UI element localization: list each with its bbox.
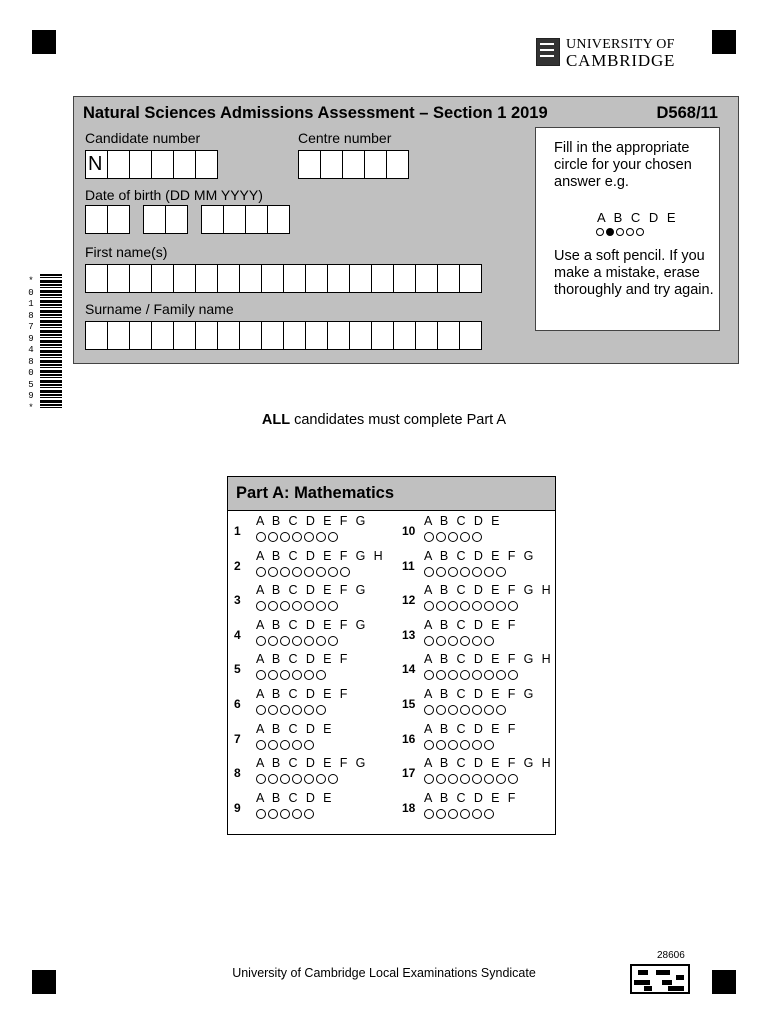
surname-field[interactable] <box>85 321 482 350</box>
answer-circle-c[interactable] <box>280 601 290 611</box>
answer-circle-e[interactable] <box>472 567 482 577</box>
question-14 <box>402 652 562 686</box>
answer-circle-f[interactable] <box>316 532 326 542</box>
question-9 <box>234 791 394 825</box>
barcode-digit: 1 <box>28 299 34 309</box>
answer-circle-c[interactable] <box>280 809 290 819</box>
registration-mark-top-left <box>32 30 56 54</box>
dob-label: Date of birth (DD MM YYYY) <box>85 187 263 203</box>
answer-circle-e[interactable] <box>472 705 482 715</box>
answer-circle-b[interactable] <box>436 705 446 715</box>
question-11 <box>402 549 562 583</box>
question-18 <box>402 791 562 825</box>
answer-circle-d[interactable] <box>292 774 302 784</box>
form-number: 28606 <box>657 950 685 961</box>
answer-circle-e[interactable] <box>472 774 482 784</box>
surname-box[interactable] <box>349 321 372 350</box>
answer-circle-c[interactable] <box>280 636 290 646</box>
answer-circle-g[interactable] <box>328 774 338 784</box>
answer-circle-d[interactable] <box>460 601 470 611</box>
barcode-digit: 7 <box>28 322 34 332</box>
answer-circle-g[interactable] <box>328 601 338 611</box>
answer-circle-a[interactable] <box>424 774 434 784</box>
answer-circle-b[interactable] <box>436 670 446 680</box>
surname-box[interactable] <box>437 321 460 350</box>
registration-mark-top-right <box>712 30 736 54</box>
example-circle-d <box>626 228 634 236</box>
surname-box[interactable] <box>415 321 438 350</box>
answer-circle-f[interactable] <box>484 774 494 784</box>
answer-circle-a[interactable] <box>424 740 434 750</box>
answer-circle-c[interactable] <box>448 774 458 784</box>
answer-circles <box>256 601 338 611</box>
answer-circle-c[interactable] <box>448 636 458 646</box>
answer-circle-d[interactable] <box>292 532 302 542</box>
barcode-digit: 9 <box>28 333 34 344</box>
answer-letters: A B C D E F G H <box>256 548 386 563</box>
dob-box[interactable] <box>85 205 108 234</box>
answer-circles <box>256 532 338 542</box>
answer-circle-d[interactable] <box>292 567 302 577</box>
answer-circle-c[interactable] <box>280 532 290 542</box>
answer-circle-d[interactable] <box>460 774 470 784</box>
answer-circle-g[interactable] <box>496 567 506 577</box>
first-names-box[interactable] <box>349 264 372 293</box>
logo-line-2: CAMBRIDGE <box>566 51 676 70</box>
surname-label: Surname / Family name <box>85 301 234 317</box>
first-names-box[interactable] <box>151 264 174 293</box>
centre-number-field[interactable] <box>298 150 409 179</box>
answer-circle-e[interactable] <box>472 809 482 819</box>
first-names-box[interactable] <box>371 264 394 293</box>
barcode-digit: * <box>28 402 34 413</box>
surname-box[interactable] <box>173 321 196 350</box>
example-letters: A B C D E <box>597 210 679 225</box>
notice-emphasis: ALL <box>261 412 291 428</box>
candidate-number-box[interactable] <box>151 150 174 179</box>
answer-circles <box>424 774 518 784</box>
barcode-digit: 4 <box>28 345 34 355</box>
first-names-box[interactable] <box>107 264 130 293</box>
answer-circle-e[interactable] <box>304 567 314 577</box>
dob-box[interactable] <box>245 205 268 234</box>
candidate-details-panel <box>73 96 739 364</box>
logo-line-1: UNIVERSITY OF <box>566 37 675 52</box>
instructions-box <box>535 127 720 331</box>
question-number: 17 <box>402 766 416 781</box>
candidate-number-box[interactable] <box>195 150 218 179</box>
first-names-box[interactable] <box>195 264 218 293</box>
question-3 <box>234 583 394 617</box>
candidate-number-label: Candidate number <box>85 130 201 146</box>
question-number: 9 <box>234 800 241 815</box>
question-number: 12 <box>402 593 416 608</box>
answer-circle-f[interactable] <box>484 567 494 577</box>
question-15 <box>402 687 562 721</box>
answer-circle-e[interactable] <box>472 636 482 646</box>
answer-circle-g[interactable] <box>328 532 338 542</box>
answer-circle-b[interactable] <box>268 670 278 680</box>
answer-circle-c[interactable] <box>280 670 290 680</box>
answer-circle-e[interactable] <box>304 601 314 611</box>
first-names-box[interactable] <box>283 264 306 293</box>
answer-letters: A B C D E F G <box>424 687 536 701</box>
question-number: 4 <box>234 627 241 642</box>
answer-circle-g[interactable] <box>496 670 506 680</box>
answer-circle-a[interactable] <box>424 532 434 542</box>
answer-circle-f[interactable] <box>484 670 494 680</box>
answer-letters: A B C D E F G H <box>424 652 554 667</box>
first-names-label: First name(s) <box>85 244 168 260</box>
answer-circle-a[interactable] <box>424 809 434 819</box>
centre-number-box[interactable] <box>320 150 343 179</box>
part-a-answer-grid <box>227 476 556 835</box>
answer-circle-d[interactable] <box>460 636 470 646</box>
centre-number-box[interactable] <box>342 150 365 179</box>
part-a-notice <box>0 412 768 428</box>
answer-circle-f[interactable] <box>484 636 494 646</box>
surname-box[interactable] <box>283 321 306 350</box>
answer-circle-c[interactable] <box>448 532 458 542</box>
question-number: 6 <box>234 697 241 711</box>
answer-circle-a[interactable] <box>256 809 266 819</box>
barcode-digit: 0 <box>28 368 34 378</box>
barcode-number <box>26 276 36 414</box>
answer-circle-f[interactable] <box>484 601 494 611</box>
answer-circle-g[interactable] <box>496 601 506 611</box>
pencil-instructions: Use a soft pencil. If you make a mistake, erase thoroughly and try again. <box>554 248 714 298</box>
answer-circle-f[interactable] <box>316 670 326 680</box>
answer-circles <box>424 740 494 750</box>
candidate-number-box[interactable] <box>129 150 152 179</box>
answer-circle-b[interactable] <box>436 636 446 646</box>
question-number: 16 <box>402 731 416 746</box>
first-names-box[interactable] <box>239 264 262 293</box>
answer-circle-c[interactable] <box>280 740 290 750</box>
question-4 <box>234 618 394 652</box>
answer-circle-g[interactable] <box>496 774 506 784</box>
answer-circle-a[interactable] <box>256 774 266 784</box>
crest-icon <box>536 38 560 66</box>
answer-circle-a[interactable] <box>424 670 434 680</box>
first-names-box[interactable] <box>217 264 240 293</box>
answer-circle-a[interactable] <box>424 601 434 611</box>
first-names-box[interactable] <box>261 264 284 293</box>
barcode-digit: 9 <box>28 391 34 401</box>
answer-circles <box>424 532 482 542</box>
answer-circle-b[interactable] <box>268 601 278 611</box>
surname-box[interactable] <box>305 321 328 350</box>
answer-circle-b[interactable] <box>436 601 446 611</box>
scan-code <box>630 964 690 994</box>
answer-circle-a[interactable] <box>256 601 266 611</box>
answer-circle-b[interactable] <box>436 532 446 542</box>
candidate-number-prefix: N <box>85 150 108 179</box>
question-17 <box>402 756 562 790</box>
answer-circle-g[interactable] <box>328 567 338 577</box>
fill-instructions: Fill in the appropriate circle for your chosen answer e.g. <box>554 140 692 190</box>
answer-circle-h[interactable] <box>508 774 518 784</box>
answer-circle-c[interactable] <box>280 705 290 715</box>
surname-box[interactable] <box>85 321 108 350</box>
first-names-box[interactable] <box>85 264 108 293</box>
candidate-number-box[interactable] <box>107 150 130 179</box>
answer-letters: A B C D E F G <box>256 514 368 528</box>
answer-circle-d[interactable] <box>460 809 470 819</box>
question-number: 15 <box>402 697 416 711</box>
answer-circle-d[interactable] <box>460 740 470 750</box>
barcode-digit: 8 <box>28 310 34 321</box>
answer-circles <box>424 636 494 646</box>
part-a-title: Part A: Mathematics <box>228 477 555 511</box>
answer-circle-a[interactable] <box>256 532 266 542</box>
page-title: Natural Sciences Admissions Assessment – Section 1 2019 <box>83 104 548 122</box>
first-names-field[interactable] <box>85 264 482 293</box>
answer-letters: A B C D E F G <box>256 617 368 632</box>
answer-circle-b[interactable] <box>436 809 446 819</box>
surname-box[interactable] <box>371 321 394 350</box>
candidate-number-box[interactable] <box>173 150 196 179</box>
answer-circle-c[interactable] <box>280 567 290 577</box>
question-10 <box>402 514 562 548</box>
surname-box[interactable] <box>239 321 262 350</box>
answer-circle-b[interactable] <box>268 705 278 715</box>
answer-circle-a[interactable] <box>256 740 266 750</box>
question-number: 14 <box>402 662 416 677</box>
answer-letters: A B C D E F G <box>256 583 368 598</box>
answer-circle-b[interactable] <box>268 774 278 784</box>
answer-circle-d[interactable] <box>292 740 302 750</box>
answer-circle-d[interactable] <box>460 567 470 577</box>
notice-text: candidates must complete Part A <box>290 412 507 428</box>
answer-circle-d[interactable] <box>292 670 302 680</box>
answer-letters: A B C D E F G H <box>424 583 554 598</box>
question-number: 10 <box>402 524 416 538</box>
surname-box[interactable] <box>151 321 174 350</box>
answer-circle-e[interactable] <box>304 705 314 715</box>
answer-circle-a[interactable] <box>256 567 266 577</box>
dob-year-field[interactable] <box>201 205 290 234</box>
answer-circle-e[interactable] <box>472 740 482 750</box>
question-2 <box>234 549 394 583</box>
answer-circle-b[interactable] <box>268 740 278 750</box>
answer-circles <box>256 809 314 819</box>
surname-box[interactable] <box>195 321 218 350</box>
answer-circle-e[interactable] <box>304 636 314 646</box>
first-names-box[interactable] <box>129 264 152 293</box>
university-logo <box>528 30 688 80</box>
answer-letters: A B C D E F <box>424 790 518 805</box>
answer-circle-d[interactable] <box>460 532 470 542</box>
surname-box[interactable] <box>459 321 482 350</box>
first-names-box[interactable] <box>305 264 328 293</box>
example-circle-c <box>616 228 624 236</box>
answer-circle-d[interactable] <box>292 705 302 715</box>
answer-circle-e[interactable] <box>472 601 482 611</box>
question-number: 1 <box>234 524 241 538</box>
dob-month-field[interactable] <box>143 205 188 234</box>
dob-box[interactable] <box>201 205 224 234</box>
answer-circle-d[interactable] <box>460 705 470 715</box>
first-names-box[interactable] <box>415 264 438 293</box>
barcode <box>40 274 62 410</box>
question-8 <box>234 756 394 790</box>
answer-circle-b[interactable] <box>436 774 446 784</box>
question-5 <box>234 652 394 686</box>
question-1 <box>234 514 394 548</box>
answer-letters: A B C D E <box>256 721 334 736</box>
answer-circle-a[interactable] <box>256 636 266 646</box>
answer-circle-f[interactable] <box>484 705 494 715</box>
answer-circle-f[interactable] <box>484 740 494 750</box>
answer-circle-a[interactable] <box>256 670 266 680</box>
candidate-number-field[interactable] <box>85 150 218 179</box>
answer-circle-e[interactable] <box>304 774 314 784</box>
answer-circle-b[interactable] <box>268 809 278 819</box>
dob-box[interactable] <box>165 205 188 234</box>
dob-box[interactable] <box>143 205 166 234</box>
answer-letters: A B C D E F <box>256 652 350 667</box>
answer-circle-b[interactable] <box>436 740 446 750</box>
answer-circles <box>256 636 338 646</box>
answer-circle-f[interactable] <box>316 567 326 577</box>
answer-circle-f[interactable] <box>316 774 326 784</box>
answer-circle-b[interactable] <box>268 532 278 542</box>
answer-circle-c[interactable] <box>448 705 458 715</box>
answer-circle-c[interactable] <box>448 567 458 577</box>
question-number: 18 <box>402 800 416 815</box>
answer-circle-c[interactable] <box>448 601 458 611</box>
answer-circle-d[interactable] <box>292 636 302 646</box>
answer-letters: A B C D E F G <box>424 548 536 563</box>
centre-number-box[interactable] <box>298 150 321 179</box>
question-6 <box>234 687 394 721</box>
answer-circles <box>256 740 314 750</box>
example-circle-a <box>596 228 604 236</box>
surname-box[interactable] <box>393 321 416 350</box>
question-number: 5 <box>234 662 241 677</box>
dob-box[interactable] <box>223 205 246 234</box>
question-7 <box>234 722 394 756</box>
first-names-box[interactable] <box>173 264 196 293</box>
answer-circle-c[interactable] <box>280 774 290 784</box>
surname-box[interactable] <box>129 321 152 350</box>
answer-circle-e[interactable] <box>304 532 314 542</box>
example-circle-e <box>636 228 644 236</box>
answer-circle-e[interactable] <box>304 670 314 680</box>
dob-box[interactable] <box>267 205 290 234</box>
answer-letters: A B C D E F G H <box>424 756 554 771</box>
answer-circle-c[interactable] <box>448 670 458 680</box>
centre-number-box[interactable] <box>364 150 387 179</box>
answer-circles <box>256 774 338 784</box>
answer-circle-g[interactable] <box>496 705 506 715</box>
dob-box[interactable] <box>107 205 130 234</box>
answer-circle-b[interactable] <box>436 567 446 577</box>
first-names-box[interactable] <box>393 264 416 293</box>
barcode-digit: 0 <box>28 287 34 298</box>
answer-letters: A B C D E F <box>424 721 518 736</box>
surname-box[interactable] <box>327 321 350 350</box>
question-16 <box>402 722 562 756</box>
centre-number-label: Centre number <box>298 130 392 146</box>
answer-circle-h[interactable] <box>508 601 518 611</box>
answer-circle-e[interactable] <box>304 740 314 750</box>
answer-circles <box>424 567 506 577</box>
answer-circles <box>256 567 350 577</box>
answer-circle-g[interactable] <box>328 636 338 646</box>
question-number: 2 <box>234 558 241 573</box>
answer-circle-c[interactable] <box>448 740 458 750</box>
answer-circle-e[interactable] <box>304 809 314 819</box>
answer-letters: A B C D E <box>256 790 334 805</box>
first-names-box[interactable] <box>459 264 482 293</box>
answer-circle-h[interactable] <box>340 567 350 577</box>
centre-number-box[interactable] <box>386 150 409 179</box>
example-circle-b <box>606 228 614 236</box>
answer-circles <box>424 601 518 611</box>
barcode-digit: 5 <box>28 379 34 390</box>
answer-circle-f[interactable] <box>316 601 326 611</box>
answer-circles <box>424 705 506 715</box>
answer-circle-a[interactable] <box>256 705 266 715</box>
answer-circle-a[interactable] <box>424 705 434 715</box>
paper-code: D568/11 <box>656 104 718 122</box>
question-number: 3 <box>234 593 241 608</box>
question-12 <box>402 583 562 617</box>
question-number: 13 <box>402 627 416 642</box>
first-names-box[interactable] <box>327 264 350 293</box>
surname-box[interactable] <box>217 321 240 350</box>
question-number: 11 <box>402 558 415 573</box>
answer-circle-a[interactable] <box>424 636 434 646</box>
answer-circle-c[interactable] <box>448 809 458 819</box>
answer-circle-b[interactable] <box>268 636 278 646</box>
answer-circle-e[interactable] <box>472 670 482 680</box>
answer-circle-a[interactable] <box>424 567 434 577</box>
surname-box[interactable] <box>107 321 130 350</box>
answer-circle-f[interactable] <box>484 809 494 819</box>
answer-letters: A B C D E F <box>256 687 350 701</box>
question-number: 7 <box>234 731 241 746</box>
answer-letters: A B C D E F G <box>256 756 368 771</box>
footer-organisation: University of Cambridge Local Examinations Syndicate <box>232 966 536 980</box>
question-13 <box>402 618 562 652</box>
answer-circles <box>424 809 494 819</box>
answer-circle-d[interactable] <box>460 670 470 680</box>
answer-circle-f[interactable] <box>316 636 326 646</box>
answer-circle-f[interactable] <box>316 705 326 715</box>
answer-circles <box>256 670 326 680</box>
surname-box[interactable] <box>261 321 284 350</box>
answer-circle-d[interactable] <box>292 601 302 611</box>
answer-circle-h[interactable] <box>508 670 518 680</box>
answer-letters: A B C D E <box>424 514 502 528</box>
barcode-digit: 8 <box>28 356 34 367</box>
barcode-digit: * <box>28 276 34 286</box>
dob-day-field[interactable] <box>85 205 130 234</box>
answer-circle-b[interactable] <box>268 567 278 577</box>
example-answer-circles <box>596 228 719 236</box>
answer-circle-e[interactable] <box>472 532 482 542</box>
first-names-box[interactable] <box>437 264 460 293</box>
answer-letters: A B C D E F <box>424 617 518 632</box>
answer-circles <box>256 705 326 715</box>
question-number: 8 <box>234 766 241 781</box>
answer-circles <box>424 670 518 680</box>
answer-circle-d[interactable] <box>292 809 302 819</box>
